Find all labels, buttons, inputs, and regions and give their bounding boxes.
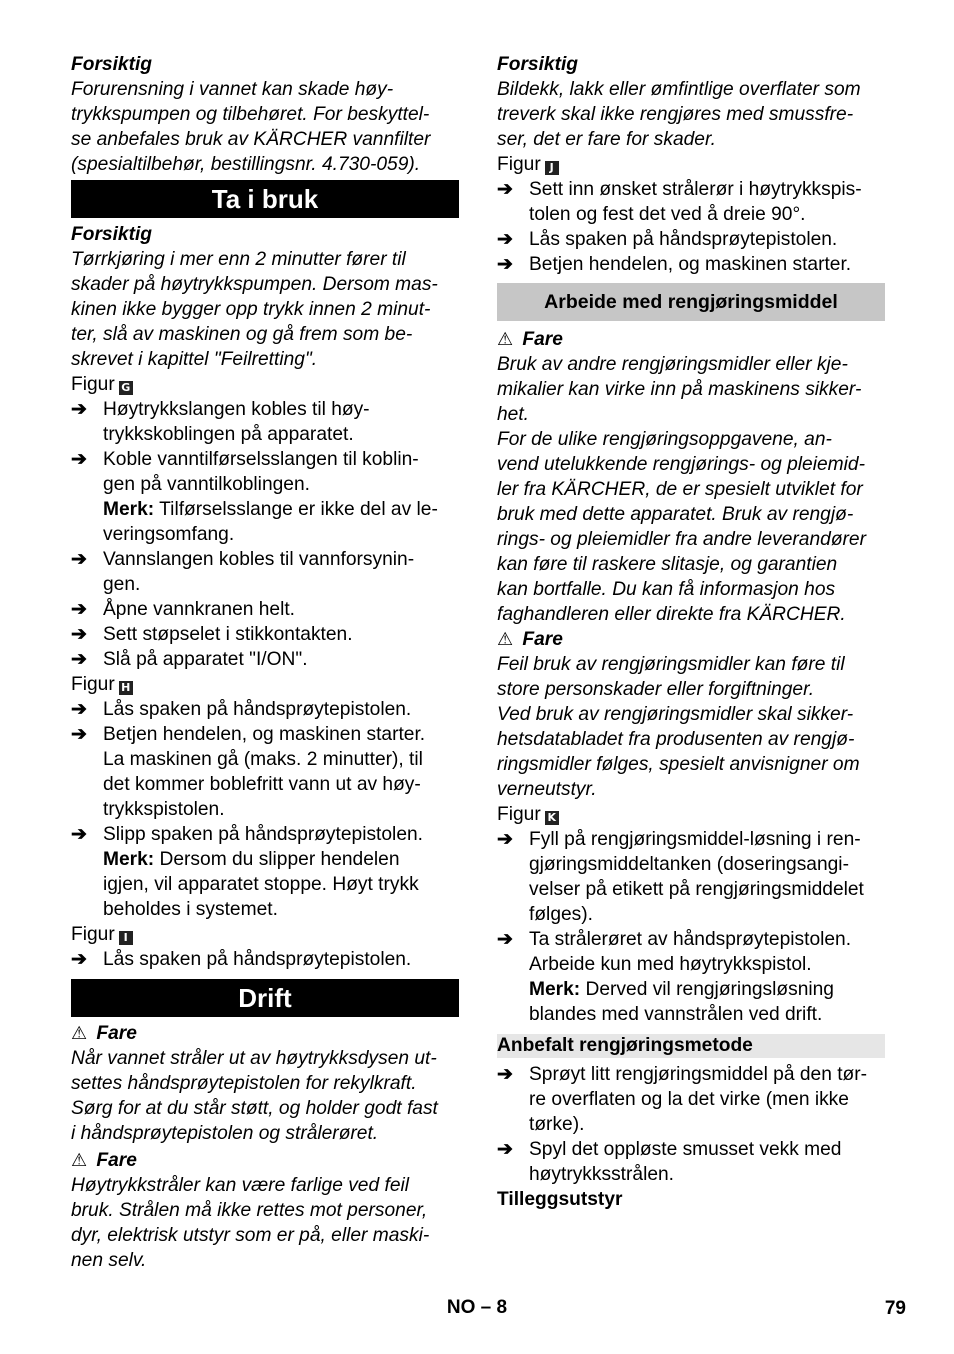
text-line: nen selv.	[71, 1250, 147, 1271]
note	[103, 497, 459, 522]
text-line: trykkskoblingen på apparatet.	[103, 424, 354, 445]
text-line: Forurensning i vannet kan skade høy-	[71, 79, 394, 100]
text-line: Bruk av andre rengjøringsmidler eller kje-	[497, 354, 848, 375]
text-line: veringsomfang.	[103, 524, 235, 545]
figure-reference-j	[497, 152, 885, 177]
figure-reference-i	[71, 922, 459, 947]
text-line: tørke).	[529, 1114, 585, 1135]
text-line: igjen, vil apparatet stoppe. Høyt trykk	[103, 874, 419, 895]
text-line: Åpne vannkranen helt.	[103, 599, 296, 620]
text-line: beholdes i systemet.	[103, 899, 278, 920]
note-text: Tilførselsslange er ikke del av le-	[154, 499, 438, 520]
text-line: Arbeide kun med høytrykkspistol.	[529, 954, 812, 975]
text-line: Sett inn ønsket strålerør i høytrykkspis-	[529, 179, 862, 200]
caution-heading: Forsiktig	[71, 54, 153, 75]
arrow-right-icon: ➔	[71, 599, 88, 620]
text-line: ter, slå av maskinen og gå frem som be-	[71, 324, 413, 345]
danger-text	[497, 652, 885, 802]
list-item	[497, 177, 885, 227]
text-line: velser på etikett på rengjøringsmiddelet	[529, 879, 864, 900]
text-line: settes håndsprøytepistolen for rekylkraft.	[71, 1073, 417, 1094]
text-line: Ta strålerøret av håndsprøytepistolen.	[529, 929, 852, 950]
text-line: Fyll på rengjøringsmiddel-løsning i ren-	[529, 829, 861, 850]
list-item	[71, 597, 459, 622]
caution-text	[71, 247, 459, 372]
text-line: ser, det er fare for skader.	[497, 129, 716, 150]
danger-label: Fare	[522, 629, 563, 650]
list-item	[71, 647, 459, 672]
danger-heading	[497, 327, 885, 352]
list-item	[71, 822, 459, 922]
left-column	[71, 52, 459, 1273]
text-line: følges).	[529, 904, 593, 925]
danger-heading	[71, 1021, 459, 1046]
list-item	[71, 697, 459, 722]
text-line: store personskader eller forgiftninger.	[497, 679, 815, 700]
text-line: Bildekk, lakk eller ømfintlige overflater som	[497, 79, 861, 100]
text-line: Lås spaken på håndsprøytepistolen.	[103, 949, 412, 970]
note-text: Derved vil rengjøringsløsning	[580, 979, 834, 1000]
caution-text	[497, 77, 885, 152]
text-line: For de ulike rengjøringsoppgavene, an-	[497, 429, 832, 450]
figure-letter-icon: K	[545, 811, 559, 825]
text-line: Vannslangen kobles til vannforsynin-	[103, 549, 415, 570]
text-line: rings- og pleiemidler fra andre leverandører	[497, 529, 866, 550]
danger-heading	[71, 1148, 459, 1173]
list-item	[71, 947, 459, 972]
arrow-right-icon: ➔	[71, 649, 88, 670]
arrow-right-icon: ➔	[497, 179, 514, 200]
warning-triangle-icon: ⚠	[71, 1150, 88, 1171]
danger-label: Fare	[522, 329, 563, 350]
arrow-right-icon: ➔	[497, 929, 514, 950]
danger-text	[71, 1173, 459, 1273]
accessories-title: Tilleggsutstyr	[497, 1189, 623, 1210]
note	[529, 977, 885, 1002]
warning-triangle-icon: ⚠	[497, 629, 514, 650]
figure-letter-icon: I	[119, 931, 133, 945]
figure-letter-icon: G	[119, 381, 133, 395]
note-text: Dersom du slipper hendelen	[154, 849, 400, 870]
arrow-right-icon: ➔	[71, 824, 88, 845]
text-line: Ved bruk av rengjøringsmidler skal sikker-	[497, 704, 854, 725]
figure-label: Figur	[497, 804, 541, 825]
section-title-drift: Drift	[71, 979, 459, 1017]
note-label: Merk:	[103, 499, 155, 520]
list-item	[71, 397, 459, 447]
text-line: kan føre til raskere slitasje, og garantien	[497, 554, 838, 575]
list-item	[497, 252, 885, 277]
text-line: Høytrykkslangen kobles til høy-	[103, 399, 370, 420]
text-line: høytrykksstrålen.	[529, 1164, 675, 1185]
danger-label: Fare	[96, 1150, 137, 1171]
text-line: det kommer boblefritt vann ut av høy-	[103, 774, 421, 795]
text-line: ler fra KÄRCHER, de er spesielt utviklet for	[497, 479, 863, 500]
page-number: 79	[884, 1298, 906, 1319]
figure-label: Figur	[71, 674, 115, 695]
text-line: vend utelukkende rengjørings- og pleiemid-	[497, 454, 865, 475]
danger-text	[71, 1046, 459, 1146]
figure-letter-icon: H	[119, 681, 133, 695]
text-line: tolen og fest det ved å dreie 90°.	[529, 204, 806, 225]
arrow-right-icon: ➔	[497, 229, 514, 250]
text-line: treverk skal ikke rengjøres med smussfre-	[497, 104, 854, 125]
danger-label: Fare	[96, 1023, 137, 1044]
arrow-right-icon: ➔	[71, 399, 88, 420]
text-line: Sørg for at du står støtt, og holder godt fast	[71, 1098, 438, 1119]
list-item	[71, 722, 459, 822]
text-line: gen på vanntilkoblingen.	[103, 474, 310, 495]
arrow-right-icon: ➔	[71, 699, 88, 720]
text-line: Spyl det oppløste smusset vekk med	[529, 1139, 842, 1160]
text-line: Tørrkjøring i mer enn 2 minutter fører til	[71, 249, 406, 270]
note	[103, 847, 459, 872]
figure-reference-k	[497, 802, 885, 827]
list-item	[497, 1137, 885, 1187]
text-line: hetsdatabladet fra produsenten av rengjø-	[497, 729, 855, 750]
text-line: gjøringsmiddeltanken (doseringsangi-	[529, 854, 849, 875]
list-item	[497, 1062, 885, 1137]
text-line: skader på høytrykkspumpen. Dersom mas-	[71, 274, 438, 295]
subsection-title: Arbeide med rengjøringsmiddel	[497, 283, 885, 321]
text-line: Koble vanntilførselsslangen til koblin-	[103, 449, 419, 470]
text-line: ringsmidler følges, spesielt anvisnigner om	[497, 754, 860, 775]
figure-label: Figur	[71, 924, 115, 945]
caution-heading: Forsiktig	[71, 224, 153, 245]
arrow-right-icon: ➔	[497, 829, 514, 850]
text-line: Sprøyt litt rengjøringsmiddel på den tør-	[529, 1064, 868, 1085]
arrow-right-icon: ➔	[71, 624, 88, 645]
arrow-right-icon: ➔	[497, 1139, 514, 1160]
arrow-right-icon: ➔	[497, 254, 514, 275]
right-column	[497, 52, 885, 1212]
figure-reference-g	[71, 372, 459, 397]
section-title-ta-i-bruk: Ta i bruk	[71, 180, 459, 218]
section-page-number: NO – 8	[446, 1297, 508, 1318]
text-line: trykkspistolen.	[103, 799, 225, 820]
note-label: Merk:	[529, 979, 581, 1000]
text-line: faghandleren eller direkte fra KÄRCHER.	[497, 604, 846, 625]
text-line: Lås spaken på håndsprøytepistolen.	[103, 699, 412, 720]
text-line: bruk. Strålen må ikke rettes mot personer,	[71, 1200, 428, 1221]
list-item	[71, 547, 459, 597]
caution-text	[71, 77, 459, 177]
text-line: (spesialtilbehør, bestillingsnr. 4.730-059).	[71, 154, 421, 175]
text-line: trykkspumpen og tilbehøret. For beskyttel-	[71, 104, 430, 125]
text-line: Slå på apparatet "I/ON".	[103, 649, 308, 670]
warning-triangle-icon: ⚠	[497, 329, 514, 350]
arrow-right-icon: ➔	[71, 724, 88, 745]
arrow-right-icon: ➔	[71, 549, 88, 570]
figure-letter-icon: J	[545, 161, 559, 175]
arrow-right-icon: ➔	[497, 1064, 514, 1085]
arrow-right-icon: ➔	[71, 449, 88, 470]
note-label: Merk:	[103, 849, 155, 870]
text-line: mikalier kan virke inn på maskinens sikker-	[497, 379, 862, 400]
text-line: Betjen hendelen, og maskinen starter.	[529, 254, 852, 275]
text-line: gen.	[103, 574, 141, 595]
danger-heading	[497, 627, 885, 652]
figure-label: Figur	[71, 374, 115, 395]
text-line: Betjen hendelen, og maskinen starter.	[103, 724, 426, 745]
warning-triangle-icon: ⚠	[71, 1023, 88, 1044]
text-line: re overflaten og la det virke (men ikke	[529, 1089, 849, 1110]
text-line: Sett støpselet i stikkontakten.	[103, 624, 353, 645]
text-line: het.	[497, 404, 530, 425]
text-line: blandes med vannstrålen ved drift.	[529, 1004, 823, 1025]
text-line: Høytrykkstråler kan være farlige ved feil	[71, 1175, 410, 1196]
text-line: Slipp spaken på håndsprøytepistolen.	[103, 824, 423, 845]
text-line: dyr, elektrisk utstyr som er på, eller maski-	[71, 1225, 430, 1246]
text-line: Lås spaken på håndsprøytepistolen.	[529, 229, 838, 250]
text-line: La maskinen gå (maks. 2 minutter), til	[103, 749, 423, 770]
text-line: bruk med dette apparatet. Bruk av rengjø-	[497, 504, 854, 525]
method-title: Anbefalt rengjøringsmetode	[497, 1034, 885, 1058]
text-line: Feil bruk av rengjøringsmidler kan føre til	[497, 654, 845, 675]
text-line: i håndsprøytepistolen og strålerøret.	[71, 1123, 379, 1144]
text-line: Når vannet stråler ut av høytrykksdysen ut-	[71, 1048, 437, 1069]
text-line: kinen ikke bygger opp trykk innen 2 minut-	[71, 299, 431, 320]
danger-text	[497, 352, 885, 627]
list-item	[71, 622, 459, 647]
list-item	[71, 447, 459, 547]
text-line: se anbefales bruk av KÄRCHER vannfilter	[71, 129, 431, 150]
figure-label: Figur	[497, 154, 541, 175]
text-line: verneutstyr.	[497, 779, 597, 800]
text-line: skrevet i kapittel "Feilretting".	[71, 349, 318, 370]
figure-reference-h	[71, 672, 459, 697]
text-line: kan bortfalle. Du kan få informasjon hos	[497, 579, 836, 600]
arrow-right-icon: ➔	[71, 949, 88, 970]
list-item	[497, 827, 885, 927]
caution-heading: Forsiktig	[497, 54, 579, 75]
list-item	[497, 927, 885, 1027]
list-item	[497, 227, 885, 252]
